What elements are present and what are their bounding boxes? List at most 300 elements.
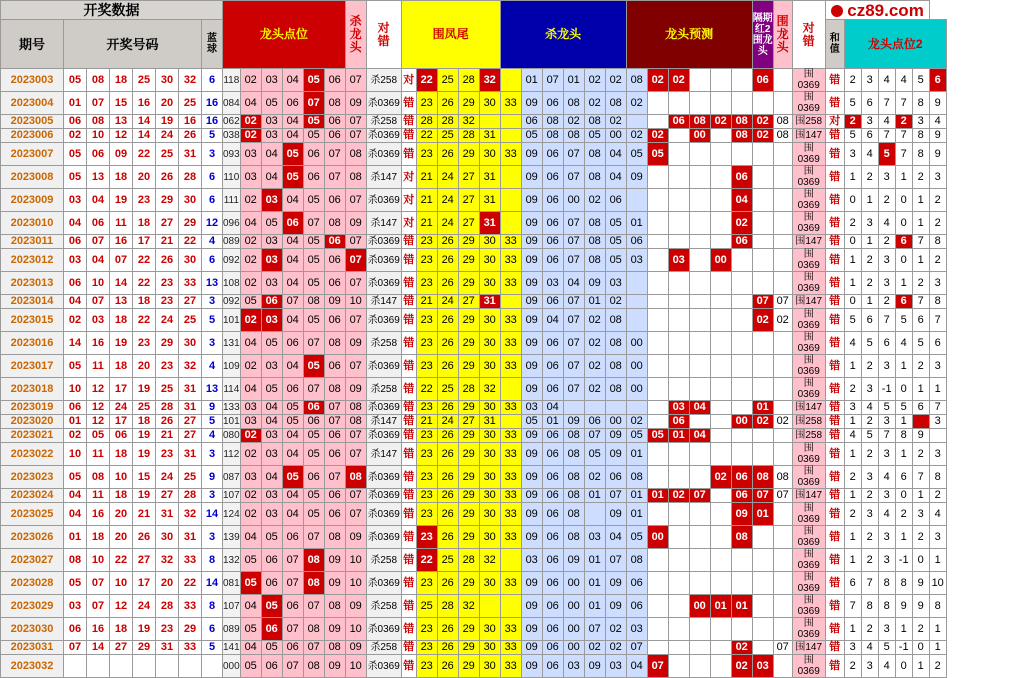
sum-value: 092 [223, 296, 240, 307]
red-ball: 30 [179, 189, 202, 212]
longtou-cell: 07 [282, 549, 303, 572]
longtou-cell: 04 [282, 235, 303, 249]
red-ball: 20 [133, 355, 156, 378]
kill-longtou: 杀0369 [366, 92, 401, 115]
red-ball: 33 [179, 272, 202, 295]
yuce-cell [647, 415, 668, 429]
red-ball: 28 [156, 595, 179, 618]
longtou2-cell: 1 [912, 655, 929, 678]
yuce-cell: 06 [731, 166, 752, 189]
red-ball: 22 [133, 309, 156, 332]
longtou-cell: 05 [282, 415, 303, 429]
longtou-cell: 04 [282, 189, 303, 212]
longtou2-cell: 1 [912, 249, 929, 272]
longtou2-cell: 2 [861, 355, 878, 378]
table-row[interactable] [1, 355, 947, 378]
longtou-cell: 05 [261, 332, 282, 355]
red-ball: 22 [110, 549, 133, 572]
weifengwei-cell: 33 [500, 309, 521, 332]
geqi-cell [773, 235, 792, 249]
shalongtou2-cell: 02 [584, 466, 605, 489]
red-ball: 31 [179, 401, 202, 415]
red-ball: 16 [133, 92, 156, 115]
weifengwei-cell: 29 [458, 466, 479, 489]
longtou-cell: 04 [261, 143, 282, 166]
blue-ball: 8 [202, 595, 223, 618]
red-ball: 23 [156, 443, 179, 466]
longtou2-cell: 3 [878, 618, 895, 641]
shalongtou2-cell: 08 [605, 332, 626, 355]
duicuo-cell: 对 [401, 69, 416, 92]
geqi-cell [773, 69, 792, 92]
longtou-cell: 04 [282, 489, 303, 503]
wei-longtou-cell: 围0369 [792, 143, 825, 166]
row-issue: 2023020 [1, 415, 64, 429]
longtou2-cell: 8 [929, 235, 946, 249]
header-longtou-dianwei-2: 龙头点位2 [844, 20, 946, 69]
duicuo2-cell: 错 [825, 526, 844, 549]
red-ball: 24 [133, 595, 156, 618]
blue-ball: 6 [202, 249, 223, 272]
shalongtou2-cell: 00 [626, 378, 647, 401]
yuce-cell [710, 443, 731, 466]
duicuo-cell: 错 [401, 378, 416, 401]
red-ball: 16 [87, 332, 110, 355]
weifengwei-cell: 28 [437, 115, 458, 129]
yuce-cell [647, 115, 668, 129]
red-ball: 10 [64, 378, 87, 401]
red-ball: 18 [133, 415, 156, 429]
weifengwei-cell: 23 [416, 332, 437, 355]
red-ball: 27 [156, 489, 179, 503]
duicuo2-cell: 错 [825, 415, 844, 429]
longtou2-cell: 1 [844, 272, 861, 295]
blue-ball: 4 [202, 429, 223, 443]
yuce-cell [668, 166, 689, 189]
yuce-cell: 02 [710, 115, 731, 129]
shalongtou2-cell: 09 [521, 526, 542, 549]
shalongtou2-cell: 01 [626, 443, 647, 466]
yuce-cell [689, 443, 710, 466]
table-row[interactable] [1, 641, 947, 655]
geqi-cell [773, 595, 792, 618]
shalongtou2-cell: 09 [584, 655, 605, 678]
weifengwei-cell: 32 [479, 378, 500, 401]
longtou-cell: 10 [345, 572, 366, 595]
shalongtou2-cell: 06 [542, 549, 563, 572]
longtou2-cell: 8 [929, 595, 946, 618]
sum-value: 114 [223, 378, 241, 401]
table-row[interactable] [1, 595, 947, 618]
longtou2-cell: 2 [861, 166, 878, 189]
red-ball: 23 [156, 272, 179, 295]
red-ball: 13 [110, 295, 133, 309]
weifengwei-cell: 30 [479, 92, 500, 115]
weifengwei-cell: 33 [500, 572, 521, 595]
longtou-cell: 07 [345, 129, 366, 143]
longtou-cell: 04 [282, 249, 303, 272]
shalongtou2-cell: 07 [563, 355, 584, 378]
weifengwei-cell: 26 [437, 401, 458, 415]
longtou-cell: 04 [282, 503, 303, 526]
shalongtou2-cell: 07 [584, 429, 605, 443]
duicuo2-cell: 错 [825, 272, 844, 295]
table-row[interactable] [1, 572, 947, 595]
shalongtou2-cell: 02 [605, 115, 626, 129]
weifengwei-cell: 23 [416, 401, 437, 415]
wei-longtou-cell: 围258 [792, 115, 825, 129]
longtou-cell: 07 [303, 595, 324, 618]
sum-value: 107 [223, 490, 240, 501]
longtou2-cell: 4 [861, 401, 878, 415]
blue-ball: 14 [202, 572, 223, 595]
longtou-cell: 08 [345, 415, 366, 429]
red-ball [156, 655, 179, 678]
duicuo-cell: 错 [403, 401, 415, 413]
weifengwei-cell: 30 [479, 489, 500, 503]
red-ball: 02 [64, 429, 87, 443]
weifengwei-cell [500, 129, 521, 143]
weifengwei-cell: 29 [458, 332, 479, 355]
shalongtou2-cell: 00 [563, 189, 584, 212]
weifengwei-cell: 28 [458, 69, 479, 92]
table-row[interactable] [1, 332, 947, 355]
table-row[interactable] [1, 69, 947, 92]
shalongtou2-cell: 09 [521, 466, 542, 489]
longtou-cell: 07 [345, 489, 366, 503]
duicuo2-cell: 错 [825, 641, 844, 655]
red-ball: 07 [110, 249, 133, 272]
weifengwei-cell: 33 [500, 503, 521, 526]
longtou2-cell: 4 [878, 212, 895, 235]
weifengwei-cell: 30 [479, 235, 500, 249]
shalongtou2-cell: 06 [542, 295, 563, 309]
duicuo-cell: 错 [401, 503, 416, 526]
longtou-cell: 06 [261, 655, 282, 678]
yuce-cell: 02 [752, 309, 773, 332]
table-row[interactable] [1, 618, 947, 641]
table-row[interactable] [1, 415, 947, 429]
table-row[interactable] [1, 429, 947, 443]
weifengwei-cell [500, 295, 521, 309]
longtou2-cell: 8 [912, 92, 929, 115]
table-row[interactable] [1, 443, 947, 466]
wei-longtou-cell: 围258 [792, 415, 825, 429]
longtou2-cell: 1 [844, 166, 861, 189]
table-row[interactable] [1, 212, 947, 235]
yuce-cell [710, 378, 731, 401]
red-ball: 27 [156, 212, 179, 235]
longtou2-cell: 2 [929, 489, 946, 503]
weifengwei-cell [500, 549, 521, 572]
longtou2-cell: 6 [861, 92, 878, 115]
weifengwei-cell: 26 [437, 489, 458, 503]
geqi-cell [773, 549, 792, 572]
longtou-cell: 07 [345, 443, 366, 466]
red-ball [110, 655, 133, 678]
longtou-cell: 05 [240, 655, 261, 678]
table-row[interactable] [1, 295, 947, 309]
table-row[interactable] [1, 189, 947, 212]
longtou2-cell: 2 [878, 295, 895, 309]
row-issue: 2023013 [1, 272, 64, 295]
wei-longtou-cell: 围0369 [792, 309, 825, 332]
table-row[interactable] [1, 143, 947, 166]
yuce-cell [752, 92, 773, 115]
shalongtou2-cell: 09 [605, 503, 626, 526]
weifengwei-cell: 29 [458, 641, 479, 655]
table-row[interactable] [1, 466, 947, 489]
red-ball: 31 [179, 443, 202, 466]
shalongtou2-cell: 08 [563, 92, 584, 115]
yuce-cell: 04 [731, 189, 752, 212]
yuce-cell [647, 166, 668, 189]
weifengwei-cell: 28 [416, 115, 437, 129]
duicuo2-cell: 错 [825, 92, 844, 115]
longtou-cell: 05 [303, 129, 324, 143]
red-ball: 17 [110, 378, 133, 401]
longtou2-cell: 4 [878, 115, 895, 129]
weifengwei-cell: 30 [479, 443, 500, 466]
longtou-cell: 04 [282, 309, 303, 332]
table-row[interactable] [1, 115, 947, 129]
yuce-cell [668, 549, 689, 572]
longtou2-cell: 9 [929, 143, 946, 166]
shalongtou2-cell: 02 [584, 189, 605, 212]
geqi-cell [773, 378, 792, 401]
weifengwei-cell: 27 [458, 189, 479, 212]
wei-longtou-cell: 围0369 [792, 572, 825, 595]
longtou2-cell: 5 [895, 309, 912, 332]
shalongtou2-cell: 00 [605, 129, 626, 143]
yuce-cell [689, 272, 710, 295]
longtou-cell: 10 [345, 295, 366, 309]
shalongtou2-cell: 07 [563, 295, 584, 309]
shalongtou2-cell: 09 [605, 595, 626, 618]
blue-ball: 8 [202, 549, 223, 572]
table-row[interactable] [1, 526, 947, 549]
table-row[interactable] [1, 378, 947, 401]
red-ball: 19 [133, 489, 156, 503]
shalongtou2-cell: 08 [605, 92, 626, 115]
longtou-cell: 03 [240, 143, 261, 166]
table-row[interactable] [1, 272, 947, 295]
duicuo-cell: 错 [401, 526, 416, 549]
shalongtou2-cell: 02 [584, 92, 605, 115]
longtou-cell: 07 [345, 189, 366, 212]
longtou2-cell: 1 [912, 189, 929, 212]
longtou2-cell: 0 [895, 378, 912, 401]
shalongtou2-cell: 00 [563, 572, 584, 595]
shalongtou2-cell [626, 115, 647, 129]
longtou2-cell: 2 [929, 655, 946, 678]
yuce-cell [668, 332, 689, 355]
weifengwei-cell: 26 [437, 309, 458, 332]
table-row[interactable] [1, 309, 947, 332]
yuce-cell [731, 618, 752, 641]
weifengwei-cell: 29 [458, 143, 479, 166]
longtou2-cell: 4 [929, 115, 946, 129]
yuce-cell: 06 [668, 415, 689, 429]
shalongtou2-cell: 08 [584, 166, 605, 189]
longtou2-cell: 5 [844, 129, 861, 143]
weifengwei-cell: 33 [500, 272, 521, 295]
red-ball: 04 [87, 189, 110, 212]
shalongtou2-cell: 01 [521, 69, 542, 92]
yuce-cell [668, 466, 689, 489]
longtou2-cell: 9 [912, 572, 929, 595]
longtou-cell: 06 [324, 69, 345, 92]
longtou-cell: 03 [240, 401, 261, 415]
duicuo-cell: 对 [401, 166, 416, 189]
table-row[interactable] [1, 401, 947, 415]
weifengwei-cell: 26 [437, 572, 458, 595]
red-ball: 22 [133, 143, 156, 166]
red-ball: 10 [87, 272, 110, 295]
longtou2-cell: 8 [929, 295, 946, 309]
shalongtou2-cell [626, 272, 647, 295]
longtou-cell: 05 [240, 295, 261, 309]
longtou2-cell: 2 [861, 549, 878, 572]
longtou-cell: 03 [261, 489, 282, 503]
duicuo-cell: 错 [403, 489, 415, 501]
red-ball: 18 [133, 212, 156, 235]
shalongtou2-cell: 09 [521, 235, 542, 249]
table-row[interactable] [1, 549, 947, 572]
longtou2-cell: 0 [895, 249, 912, 272]
red-ball: 18 [133, 295, 156, 309]
blue-ball: 9 [202, 466, 223, 489]
shalongtou2-cell: 01 [626, 212, 647, 235]
wei-longtou-cell: 围147 [792, 295, 825, 309]
shalongtou2-cell [563, 401, 584, 415]
sum-value: 124 [223, 503, 241, 526]
longtou-cell: 06 [324, 115, 345, 129]
duicuo2-cell: 错 [825, 143, 844, 166]
shalongtou2-cell: 01 [626, 489, 647, 503]
shalongtou2-cell [626, 401, 647, 415]
weifengwei-cell: 23 [416, 355, 437, 378]
shalongtou2-cell: 06 [542, 641, 563, 655]
red-ball: 05 [64, 355, 87, 378]
red-ball: 14 [133, 115, 156, 129]
table-row[interactable] [1, 655, 947, 678]
wei-longtou-cell: 围147 [792, 489, 825, 503]
weifengwei-cell [500, 69, 521, 92]
longtou-cell: 09 [345, 378, 366, 401]
duicuo-cell: 对 [401, 212, 416, 235]
red-ball: 31 [179, 143, 202, 166]
wei-longtou-cell: 围0369 [792, 69, 825, 92]
longtou2-cell: 3 [878, 272, 895, 295]
longtou2-cell: 2 [912, 526, 929, 549]
longtou2-cell: 1 [895, 618, 912, 641]
wei-longtou-cell: 围0369 [792, 189, 825, 212]
wei-longtou-cell: 围0369 [792, 92, 825, 115]
table-row[interactable] [1, 129, 947, 143]
yuce-cell: 02 [710, 466, 731, 489]
yuce-cell: 08 [752, 466, 773, 489]
longtou2-cell: 5 [844, 92, 861, 115]
longtou2-cell: 6 [929, 332, 946, 355]
shalongtou2-cell: 06 [542, 429, 563, 443]
longtou-cell: 03 [261, 189, 282, 212]
yuce-cell [647, 466, 668, 489]
table-row[interactable] [1, 489, 947, 503]
red-ball: 28 [179, 489, 202, 503]
longtou-cell: 03 [261, 69, 282, 92]
red-ball: 09 [110, 143, 133, 166]
longtou2-cell: 4 [878, 503, 895, 526]
longtou-cell: 06 [282, 332, 303, 355]
longtou2-cell: 4 [861, 143, 878, 166]
red-ball: 29 [179, 618, 202, 641]
table-row[interactable] [1, 503, 947, 526]
weifengwei-cell: 23 [416, 272, 437, 295]
longtou-cell: 08 [345, 466, 366, 489]
duicuo2-cell: 错 [825, 309, 844, 332]
longtou2-cell: 1 [861, 295, 878, 309]
table-row[interactable] [1, 92, 947, 115]
longtou-cell: 07 [345, 429, 366, 443]
red-ball: 23 [156, 355, 179, 378]
blue-ball: 4 [202, 355, 223, 378]
longtou2-cell: 2 [878, 235, 895, 249]
red-ball: 01 [64, 92, 87, 115]
yuce-cell [689, 309, 710, 332]
table-row[interactable] [1, 166, 947, 189]
yuce-cell [752, 166, 773, 189]
weifengwei-cell: 21 [416, 212, 437, 235]
shalongtou2-cell: 06 [542, 595, 563, 618]
kill-longtou: 杀0369 [367, 490, 400, 501]
weifengwei-cell: 32 [458, 595, 479, 618]
longtou2-cell: 2 [861, 489, 878, 503]
table-row[interactable] [1, 249, 947, 272]
red-ball: 17 [110, 415, 133, 429]
yuce-cell [668, 572, 689, 595]
duicuo2-cell: 错 [825, 212, 844, 235]
duicuo-cell: 错 [401, 355, 416, 378]
red-ball: 08 [64, 549, 87, 572]
weifengwei-cell: 33 [500, 235, 521, 249]
weifengwei-cell: 30 [479, 655, 500, 678]
longtou-cell: 07 [282, 618, 303, 641]
duicuo-cell: 错 [401, 572, 416, 595]
longtou-cell: 04 [240, 526, 261, 549]
longtou2-cell [929, 429, 946, 443]
site-logo: cz89.com [825, 1, 929, 20]
header-weifengwei: 围凤尾 [401, 1, 500, 69]
yuce-cell [710, 189, 731, 212]
red-ball: 20 [110, 526, 133, 549]
red-ball: 07 [87, 235, 110, 249]
geqi-cell [773, 189, 792, 212]
kill-longtou: 杀0369 [366, 572, 401, 595]
longtou-cell: 07 [303, 212, 324, 235]
header-longtou-dianwei: 龙头点位 [223, 1, 346, 69]
duicuo2-cell: 错 [825, 401, 844, 415]
longtou2-cell: 2 [844, 115, 861, 129]
shalongtou2-cell: 06 [542, 443, 563, 466]
sum-value: 107 [223, 595, 241, 618]
yuce-cell [731, 355, 752, 378]
shalongtou2-cell: 06 [542, 526, 563, 549]
longtou2-cell: 6 [912, 309, 929, 332]
duicuo-cell: 对 [401, 189, 416, 212]
yuce-cell [731, 272, 752, 295]
table-row[interactable] [1, 235, 947, 249]
